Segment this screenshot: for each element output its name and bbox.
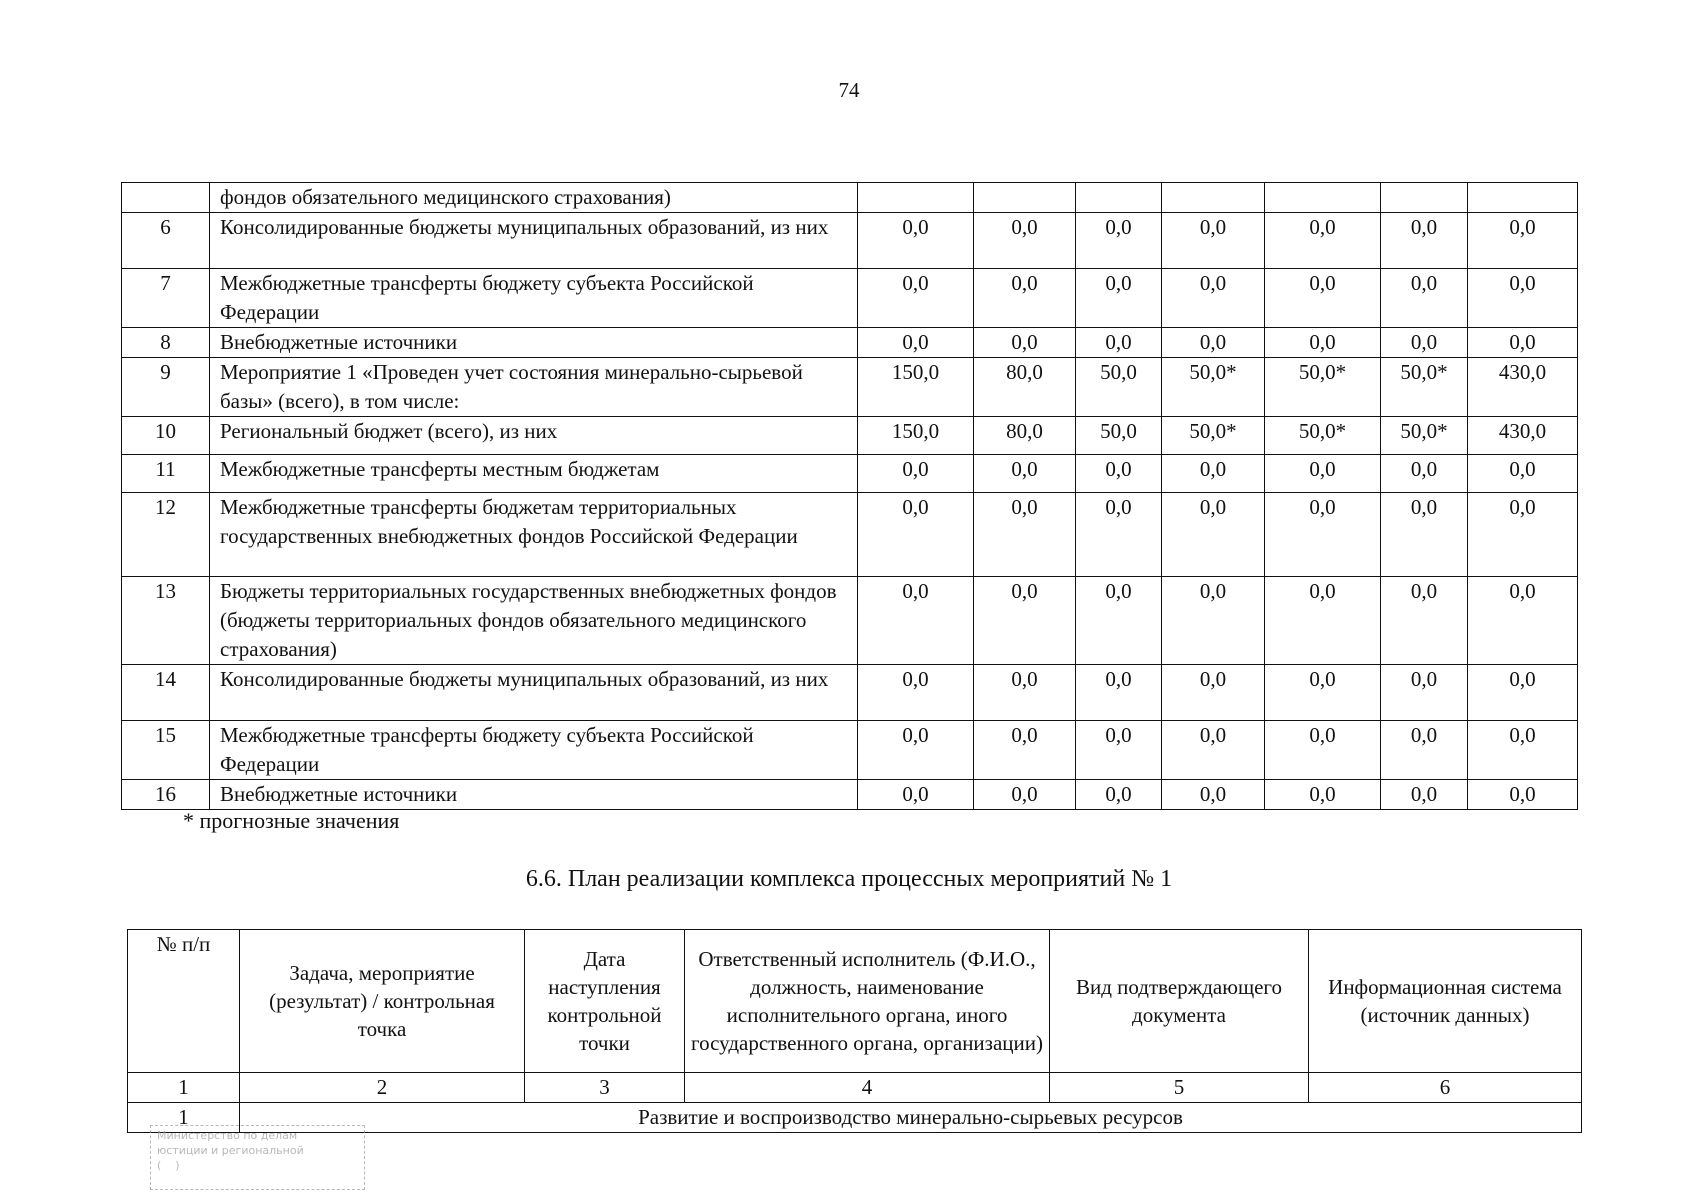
budget-row-value: 0,0 — [1468, 665, 1578, 721]
plan-header-task: Задача, мероприятие (результат) / контрольная точка — [240, 930, 525, 1073]
budget-row-num: 16 — [122, 780, 210, 810]
budget-row-value: 80,0 — [974, 358, 1076, 417]
budget-row-value: 50,0* — [1265, 358, 1381, 417]
budget-row-value: 0,0 — [1076, 780, 1162, 810]
budget-row-value: 0,0 — [974, 577, 1076, 665]
budget-row — [122, 493, 1578, 577]
budget-row-num: 9 — [122, 358, 210, 417]
budget-row-value: 0,0 — [858, 493, 974, 577]
plan-colnum-3: 3 — [525, 1073, 685, 1103]
plan-row-task: Развитие и воспроизводство минерально-сырьевых ресурсов — [240, 1103, 1582, 1133]
budget-row-value: 0,0 — [1468, 213, 1578, 269]
budget-row-num: 15 — [122, 721, 210, 780]
budget-row-num — [122, 183, 210, 213]
budget-row-name: Межбюджетные трансферты местным бюджетам — [210, 455, 858, 493]
budget-row-value: 0,0 — [974, 721, 1076, 780]
budget-row-value: 0,0 — [1381, 665, 1468, 721]
budget-row — [122, 577, 1578, 665]
budget-row-value: 0,0 — [1265, 665, 1381, 721]
budget-row-value: 0,0 — [1468, 269, 1578, 328]
budget-row-value: 0,0 — [1162, 577, 1265, 665]
budget-row-value: 0,0 — [1076, 455, 1162, 493]
budget-row-value: 50,0* — [1162, 358, 1265, 417]
budget-row-value: 0,0 — [974, 455, 1076, 493]
budget-row-value: 80,0 — [974, 417, 1076, 455]
budget-row-value: 430,0 — [1468, 417, 1578, 455]
budget-row-value: 0,0 — [1468, 721, 1578, 780]
budget-table — [121, 182, 1578, 810]
budget-row-num: 12 — [122, 493, 210, 577]
budget-row-value: 0,0 — [858, 721, 974, 780]
plan-header-document: Вид подтверждающего документа — [1050, 930, 1309, 1073]
budget-row-value: 0,0 — [974, 213, 1076, 269]
budget-row-value — [858, 183, 974, 213]
budget-row-value: 0,0 — [1381, 493, 1468, 577]
budget-row-value: 0,0 — [858, 269, 974, 328]
section-title: 6.6. План реализации комплекса процессных мероприятий № 1 — [525, 866, 1173, 892]
budget-row-value: 0,0 — [858, 780, 974, 810]
budget-row-name: Консолидированные бюджеты муниципальных образований, из них — [210, 665, 858, 721]
budget-row-value: 0,0 — [858, 455, 974, 493]
budget-row-value: 0,0 — [1076, 721, 1162, 780]
budget-row-value: 0,0 — [1468, 493, 1578, 577]
budget-row-value: 0,0 — [1381, 328, 1468, 358]
budget-row-value: 50,0 — [1076, 358, 1162, 417]
budget-row-value: 0,0 — [1265, 721, 1381, 780]
stamp-line: Министерство по делам — [157, 1129, 298, 1142]
budget-row-name: Межбюджетные трансферты бюджету субъекта Российской Федерации — [210, 269, 858, 328]
budget-row-name: фондов обязательного медицинского страхования) — [210, 183, 858, 213]
budget-row-num: 6 — [122, 213, 210, 269]
budget-row-value: 0,0 — [1162, 455, 1265, 493]
budget-row — [122, 417, 1578, 455]
budget-row — [122, 358, 1578, 417]
budget-row-value: 0,0 — [1162, 213, 1265, 269]
budget-row-value — [1265, 183, 1381, 213]
budget-row-value: 0,0 — [1381, 269, 1468, 328]
budget-row-value: 0,0 — [1381, 721, 1468, 780]
budget-row-value: 430,0 — [1468, 358, 1578, 417]
budget-row-value: 0,0 — [1265, 780, 1381, 810]
budget-row-value: 0,0 — [1468, 780, 1578, 810]
plan-colnum-4: 4 — [685, 1073, 1050, 1103]
budget-row-value — [974, 183, 1076, 213]
budget-row-value: 0,0 — [1076, 493, 1162, 577]
budget-row-value: 0,0 — [1076, 665, 1162, 721]
budget-row-value: 50,0* — [1381, 358, 1468, 417]
plan-header-system: Информационная система (источник данных) — [1309, 930, 1582, 1073]
budget-row — [122, 455, 1578, 493]
budget-row-value: 0,0 — [1381, 213, 1468, 269]
budget-row-value: 0,0 — [1162, 493, 1265, 577]
plan-column-numbers-row — [128, 1073, 1582, 1103]
budget-row-name: Бюджеты территориальных государственных внебюджетных фондов (бюджеты территориальных фондов обязательного медицинского страхования) — [210, 577, 858, 665]
budget-row-value: 0,0 — [1265, 577, 1381, 665]
plan-row-num: 1 — [128, 1103, 240, 1133]
budget-row-value: 0,0 — [1076, 269, 1162, 328]
budget-row-value: 0,0 — [1162, 721, 1265, 780]
budget-row-name: Межбюджетные трансферты бюджету субъекта Российской Федерации — [210, 721, 858, 780]
budget-row-value: 0,0 — [1265, 269, 1381, 328]
budget-row-value: 50,0 — [1076, 417, 1162, 455]
budget-row-name: Мероприятие 1 «Проведен учет состояния минерально-сырьевой базы» (всего), в том числе: — [210, 358, 858, 417]
budget-row-num: 14 — [122, 665, 210, 721]
budget-row-value: 0,0 — [1468, 577, 1578, 665]
budget-row-value: 150,0 — [858, 358, 974, 417]
plan-header-date: Дата наступления контрольной точки — [525, 930, 685, 1073]
budget-row-value — [1468, 183, 1578, 213]
registration-stamp — [150, 1125, 365, 1190]
budget-row-value: 0,0 — [1381, 780, 1468, 810]
budget-row-value: 50,0* — [1162, 417, 1265, 455]
budget-row — [122, 213, 1578, 269]
budget-row-value: 0,0 — [858, 328, 974, 358]
budget-row-value: 0,0 — [1162, 328, 1265, 358]
budget-row-name: Внебюджетные источники — [210, 328, 858, 358]
budget-row-value: 0,0 — [858, 665, 974, 721]
budget-row-value: 0,0 — [858, 577, 974, 665]
budget-row-value: 0,0 — [1162, 665, 1265, 721]
budget-row — [122, 721, 1578, 780]
budget-row-value: 0,0 — [1162, 269, 1265, 328]
budget-row-value: 0,0 — [1076, 577, 1162, 665]
budget-row-value: 0,0 — [1381, 577, 1468, 665]
budget-row-name: Региональный бюджет (всего), из них — [210, 417, 858, 455]
plan-header-executor: Ответственный исполнитель (Ф.И.О., должность, наименование исполнительного органа, иного государственного органа, организации) — [685, 930, 1050, 1073]
budget-row-value: 0,0 — [1468, 328, 1578, 358]
budget-row-num: 10 — [122, 417, 210, 455]
budget-row-value: 0,0 — [974, 665, 1076, 721]
budget-row-num: 7 — [122, 269, 210, 328]
budget-table-body — [122, 183, 1578, 810]
budget-row-value: 0,0 — [1076, 213, 1162, 269]
budget-row-value: 0,0 — [974, 493, 1076, 577]
budget-row-num: 11 — [122, 455, 210, 493]
budget-row-value: 150,0 — [858, 417, 974, 455]
budget-row — [122, 328, 1578, 358]
budget-row — [122, 269, 1578, 328]
budget-row-value: 0,0 — [1265, 328, 1381, 358]
budget-row-value: 0,0 — [1265, 493, 1381, 577]
budget-row-value: 0,0 — [974, 269, 1076, 328]
plan-colnum-6: 6 — [1309, 1073, 1582, 1103]
budget-row-value: 0,0 — [1162, 780, 1265, 810]
plan-header-num: № п/п — [128, 930, 240, 1073]
budget-row-value: 50,0* — [1265, 417, 1381, 455]
budget-row-value: 0,0 — [974, 780, 1076, 810]
stamp-line: ( ) — [157, 1159, 180, 1172]
budget-row-name: Консолидированные бюджеты муниципальных образований, из них — [210, 213, 858, 269]
plan-table — [127, 929, 1582, 1133]
budget-row-value: 0,0 — [974, 328, 1076, 358]
budget-row-value: 0,0 — [1265, 213, 1381, 269]
budget-row-name: Межбюджетные трансферты бюджетам территориальных государственных внебюджетных фондов Российской Федерации — [210, 493, 858, 577]
budget-row-value: 0,0 — [858, 213, 974, 269]
plan-colnum-2: 2 — [240, 1073, 525, 1103]
plan-colnum-5: 5 — [1050, 1073, 1309, 1103]
page-number: 74 — [838, 78, 860, 102]
budget-row-value — [1076, 183, 1162, 213]
budget-row — [122, 183, 1578, 213]
budget-row-num: 8 — [122, 328, 210, 358]
stamp-line: юстиции и региональной — [157, 1144, 304, 1157]
footnote: * прогнозные значения — [183, 808, 400, 833]
budget-row-value — [1381, 183, 1468, 213]
plan-colnum-1: 1 — [128, 1073, 240, 1103]
budget-row-name: Внебюджетные источники — [210, 780, 858, 810]
budget-row-value — [1162, 183, 1265, 213]
budget-row — [122, 780, 1578, 810]
plan-header-row — [128, 930, 1582, 1073]
budget-row — [122, 665, 1578, 721]
budget-row-value: 0,0 — [1381, 455, 1468, 493]
budget-row-num: 13 — [122, 577, 210, 665]
budget-row-value: 50,0* — [1381, 417, 1468, 455]
budget-row-value: 0,0 — [1468, 455, 1578, 493]
budget-row-value: 0,0 — [1076, 328, 1162, 358]
budget-row-value: 0,0 — [1265, 455, 1381, 493]
